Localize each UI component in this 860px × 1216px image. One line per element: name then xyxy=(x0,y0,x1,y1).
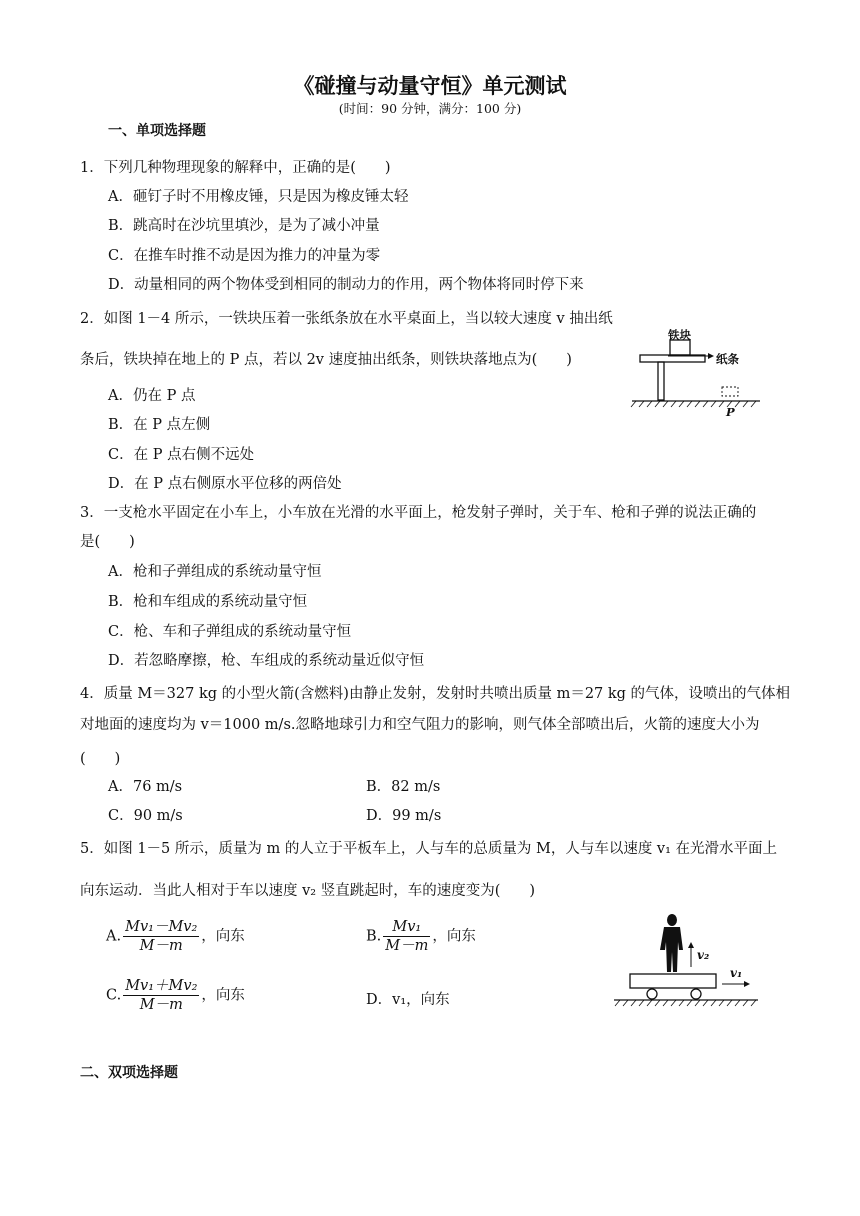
question-2-stem-line1: 2．如图 1－4 所示，一铁块压着一张纸条放在水平桌面上，当以较大速度 v 抽出纸 xyxy=(80,311,613,327)
option-c-prefix: C. xyxy=(106,987,122,1004)
question-4-option-a: A．76 m/s xyxy=(108,779,183,795)
question-3-stem-line1: 3．一支枪水平固定在小车上，小车放在光滑的水平面上，枪发射子弹时，关于车、枪和子弹的说法正确的 xyxy=(80,505,757,521)
figure-1-5-person-on-cart xyxy=(612,912,762,1010)
question-3-option-b: B．枪和车组成的系统动量守恒 xyxy=(108,594,308,610)
question-2-option-b: B．在 P 点左侧 xyxy=(108,417,211,433)
question-2-stem-line2: 条后，铁块掉在地上的 P 点，若以 2v 速度抽出纸条，则铁块落地点为( ) xyxy=(80,352,572,368)
option-a-fraction xyxy=(123,918,199,955)
question-5-option-d: D．v₁，向东 xyxy=(366,992,450,1008)
question-5-option-b xyxy=(366,918,476,955)
option-c-numerator: Mv₁＋Mv₂ xyxy=(125,978,198,994)
option-c-fraction xyxy=(123,977,199,1014)
option-a-prefix: A. xyxy=(106,928,122,945)
question-4-stem-line3: ( ) xyxy=(80,751,121,767)
option-b-prefix: B. xyxy=(366,928,382,945)
question-4-option-b: B．82 m/s xyxy=(366,779,441,795)
question-3-option-c: C．枪、车和子弹组成的系统动量守恒 xyxy=(108,624,352,640)
page-title: 《碰撞与动量守恒》单元测试 xyxy=(293,74,567,98)
section-heading-double-choice: 二、双项选择题 xyxy=(80,1065,178,1081)
question-1-stem: 1．下列几种物理现象的解释中，正确的是( ) xyxy=(80,160,391,176)
question-5-option-a xyxy=(106,918,245,955)
question-5-stem-line1: 5．如图 1－5 所示，质量为 m 的人立于平板车上，人与车的总质量为 M，人与车以速度 v₁ 在光滑水平面上 xyxy=(80,841,778,857)
option-a-denominator: M－m xyxy=(139,938,183,954)
question-1-option-a: A．砸钉子时不用橡皮锤，只是因为橡皮锤太轻 xyxy=(108,189,409,205)
figure-1-4-block-label: 铁块 xyxy=(668,328,691,342)
option-b-denominator: M－m xyxy=(385,938,429,954)
figure-1-4-table-block-paper xyxy=(630,325,765,420)
question-3-option-d: D．若忽略摩擦，枪、车组成的系统动量近似守恒 xyxy=(108,653,425,669)
option-a-suffix: ，向东 xyxy=(201,928,245,945)
question-3-option-a: A．枪和子弹组成的系统动量守恒 xyxy=(108,564,322,580)
question-4-option-c: C．90 m/s xyxy=(108,808,183,824)
question-4-stem-line1: 4．质量 M＝327 kg 的小型火箭(含燃料)由静止发射，发射时共喷出质量 m＝27 kg 的气体，设喷出的气体相 xyxy=(80,686,791,702)
figure-1-5-v1-label: v₁ xyxy=(730,966,743,980)
figure-1-4-point-label: P xyxy=(726,405,735,419)
option-c-denominator: M－m xyxy=(139,997,183,1013)
question-5-stem-line2: 向东运动．当此人相对于车以速度 v₂ 竖直跳起时，车的速度变为( ) xyxy=(80,883,536,899)
question-3-stem-line2: 是( ) xyxy=(80,534,135,550)
question-4-stem-line2: 对地面的速度均为 v＝1000 m/s.忽略地球引力和空气阻力的影响，则气体全部喷出后，火箭的速度大小为 xyxy=(80,717,760,733)
figure-1-5-v2-label: v₂ xyxy=(697,948,710,962)
option-b-numerator: Mv₁ xyxy=(383,918,430,937)
figure-1-4-paper-label: 纸条 xyxy=(716,352,739,366)
question-5-option-c xyxy=(106,977,245,1014)
question-2-option-c: C．在 P 点右侧不远处 xyxy=(108,447,255,463)
question-2-option-a: A．仍在 P 点 xyxy=(108,388,196,404)
question-1-option-b: B．跳高时在沙坑里填沙，是为了减小冲量 xyxy=(108,218,380,234)
question-2-option-d: D．在 P 点右侧原水平位移的两倍处 xyxy=(108,476,342,492)
option-b-suffix: ，向东 xyxy=(432,928,476,945)
person-silhouette-icon xyxy=(660,914,683,972)
page-subtitle: (时间：90 分钟，满分：100 分) xyxy=(338,101,522,116)
question-4-option-d: D．99 m/s xyxy=(366,808,442,824)
option-c-suffix: ，向东 xyxy=(201,987,245,1004)
option-b-fraction xyxy=(383,918,430,955)
option-a-numerator: Mv₁－Mv₂ xyxy=(125,919,198,935)
question-1-option-d: D．动量相同的两个物体受到相同的制动力的作用，两个物体将同时停下来 xyxy=(108,277,584,293)
question-1-option-c: C．在推车时推不动是因为推力的冲量为零 xyxy=(108,248,381,264)
section-heading-single-choice: 一、单项选择题 xyxy=(108,123,206,139)
